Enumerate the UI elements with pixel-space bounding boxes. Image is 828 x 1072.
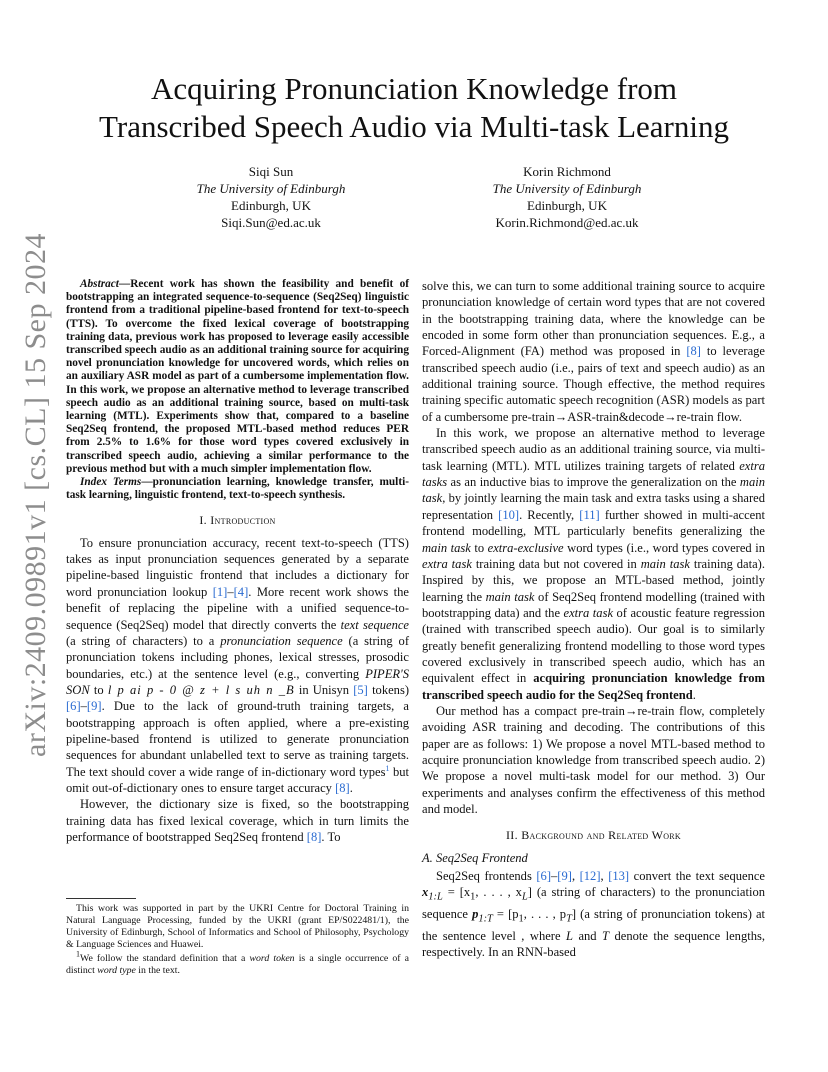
footnote: $^1$We follow the standard definition that a word token is a single occurrence of a distinct word type in the text. xyxy=(66,949,409,976)
citation-link[interactable]: [9] xyxy=(557,869,572,884)
citation-link[interactable]: [11] xyxy=(579,507,600,522)
abstract-text: —Recent work has shown the feasibility and benefit of bootstrapping an integrated sequence-to-sequence (Seq2Seq) linguistic frontend from a traditional pipeline-based frontend for text-to-speech (TTS). To overcome the fixed lexical coverage of bootstrapping training data, previous work has proposed to leverage easily accessible transcribed speech audio as an additional training source for acquiring novel pronunciation knowledge for uncovered words, which relies on an auxiliary ASR model as part of a cumbersome implementation flow. In this work, we propose an alternative method to leverage transcribed speech audio as an additional training source, based on multi-task learning (MTL). Experiments show that, compared to a baseline Seq2Seq frontend, the proposed MTL-based method reduces PER from 2.5% to 1.6% for those word types covered exclusively in transcribed speech audio, achieving a similar performance to the previous method but with a much simpler implementation flow. xyxy=(66,278,409,475)
citation-link[interactable]: [6] xyxy=(66,699,81,714)
author-location: Edinburgh, UK xyxy=(231,198,311,213)
intro-paragraph: To ensure pronunciation accuracy, recent text-to-speech (TTS) takes as input pronunciation sequences generated by a separate pipeline-based linguistic frontend that includes a dictionary for word pronunciation lookup [1]–[4]. More recent work shows the benefit of replacing the pipeline with a unified sequence-to-sequence (Seq2Seq) model that directly converts the text sequence (a string of characters) to a pronunciation sequence (a string of pronunciation tokens including phones, lexical stresses, prosodic boundaries, etc.) at the sentence level (e.g., converting PIPER'S SON to l p ai p - 0 @ z + l s uh n _B in Unisyn [5] tokens) [6]–[9]. Due to the lack of ground-truth training targets, a bootstrapping approach is often applied, where a pre-existing pipeline-based frontend is utilized to generate pronunciation sequences for abundant unlabelled text to serve as training targets. The text should cover a wide range of in-dictionary word types$^1$ but omit out-of-dictionary ones to ensure target accuracy [8]. xyxy=(66,535,410,795)
index-terms-text: —pronunciation learning, knowledge transfer, multi-task learning, linguistic frontend, text-to-speech synthesis. xyxy=(66,476,409,502)
section-heading: II. Background and Related Work xyxy=(506,828,681,843)
author-location: Edinburgh, UK xyxy=(527,198,607,213)
subsection-heading: A. Seq2Seq Frontend xyxy=(422,850,528,865)
title-line-2: Transcribed Speech Audio via Multi-task Learning xyxy=(99,109,729,144)
author-email[interactable]: Siqi.Sun@ed.ac.uk xyxy=(221,215,321,230)
citation-link[interactable]: [13] xyxy=(608,869,630,884)
section-heading: I. Introduction xyxy=(199,513,276,528)
author-affiliation: The University of Edinburgh xyxy=(196,181,346,196)
author-block xyxy=(437,163,697,231)
footnote-rule xyxy=(66,898,136,899)
citation-link[interactable]: [8] xyxy=(686,344,701,359)
title-line-1: Acquiring Pronunciation Knowledge from xyxy=(150,71,678,106)
author-block xyxy=(141,163,401,231)
body-paragraph: Our method has a compact pre-train→re-train flow, completely avoiding ASR training and decoding. The contributions of this paper are as follows: 1) We propose a novel MTL-based method to acquire pronunciation knowledge from transcribed speech audio. 2) We propose a novel multi-task model for our method. 3) Our experiments and analyses confirm the effectiveness of this method and model. xyxy=(422,703,765,816)
citation-link[interactable]: [4] xyxy=(233,584,249,599)
body-paragraph: solve this, we can turn to some additional training source to acquire pronunciation knowledge of certain word types that are not covered in the bootstrapping training data, where the knowledge can be encoded in some form other than pronunciation sequences. E.g., a Forced-Alignment (FA) method was proposed in [8] to leverage transcribed speech audio (i.e., pairs of text and speech audio) as an additional training source. Though effective, the method requires training specific automatic speech recognition (ASR) models as part of a cumbersome pre-train→ASR-train&decode→re-train flow. xyxy=(422,279,765,424)
paper-title xyxy=(60,70,768,146)
citation-link[interactable]: [1] xyxy=(212,584,228,599)
citation-link[interactable]: [8] xyxy=(306,829,322,844)
math-p: p xyxy=(472,907,479,922)
intro-paragraph: However, the dictionary size is fixed, so the bootstrapping training data has fixed lexical coverage, which in turn limits the performance of bootstrapped Seq2Seq frontend [8]. To xyxy=(66,797,409,844)
example-text: PIPER'S SON xyxy=(66,666,409,697)
citation-link[interactable]: [5] xyxy=(353,682,368,697)
math-x: x xyxy=(422,885,429,900)
arxiv-stamp xyxy=(16,233,56,757)
abstract xyxy=(66,278,409,476)
footnote-marker[interactable]: 1 xyxy=(385,763,390,773)
index-terms xyxy=(66,476,409,502)
index-terms-label: Index Terms xyxy=(80,476,142,489)
author-email[interactable]: Korin.Richmond@ed.ac.uk xyxy=(495,215,639,230)
body-paragraph: In this work, we propose an alternative method to leverage transcribed speech audio as an additional training source, via multi-task learning (MTL). MTL utilizes training targets of related extra tasks as an inductive bias to improve the generalization on the main task, by jointly learning the main task and extra tasks using a shared representation [10]. Recently, [11] further showed in multi-accent frontend modelling, MTL particularly benefits generalizing the main task to extra-exclusive word types (i.e., word types covered in extra task training data but not covered in main task training data). Inspired by this, we propose an MTL-based method, jointly learning the main task of Seq2Seq frontend modelling (trained with bootstrapping data) and the extra task of acoustic feature regression (trained with transcribed speech audio). Our goal is to similarly greatly benefit generalizing frontend modelling to those word types covered exclusively in transcribed speech audio, which has an equivalent effect in acquiring pronunciation knowledge from transcribed speech audio for the Seq2Seq frontend. xyxy=(422,426,766,702)
citation-link[interactable]: [8] xyxy=(335,780,350,795)
arxiv-id: arXiv:2409.09891v1 [cs.CL] 15 Sep 2024 xyxy=(19,233,52,757)
author-name: Korin Richmond xyxy=(523,164,611,179)
funding-note: This work was supported in part by the UKRI Centre for Doctoral Training in Natural Language Processing, funded by the UKRI (grant EP/S022481/1), the University of Edinburgh, School of Informatics and School of Philosophy, Psychology & Language Sciences and Huawei. xyxy=(66,903,409,950)
author-name: Siqi Sun xyxy=(248,164,294,179)
author-affiliation: The University of Edinburgh xyxy=(492,181,642,196)
footnotes xyxy=(66,898,409,979)
citation-link[interactable]: [12] xyxy=(579,869,601,884)
citation-link[interactable]: [9] xyxy=(86,699,102,714)
example-pronunciation: l p ai p - 0 @ z + l s uh n _B xyxy=(107,682,295,697)
abstract-label: Abstract xyxy=(80,278,119,290)
citation-link[interactable]: [10] xyxy=(498,507,520,522)
left-column xyxy=(66,278,409,845)
right-column xyxy=(422,278,765,961)
body-paragraph: Seq2Seq frontends [6]–[9], [12], [13] convert the text sequence $x_{1:L} = [x_1$, . . . , $x_L$] (a string of characters) to the pronunciation sequence $p_{1:T} = [p_1$, . . . , $p_T$] (a string of pronunciation tokens) at the sentence level , where L and T denote the sequence lengths, respectively. In an RNN-based xyxy=(422,869,766,960)
citation-link[interactable]: [6] xyxy=(536,869,552,884)
